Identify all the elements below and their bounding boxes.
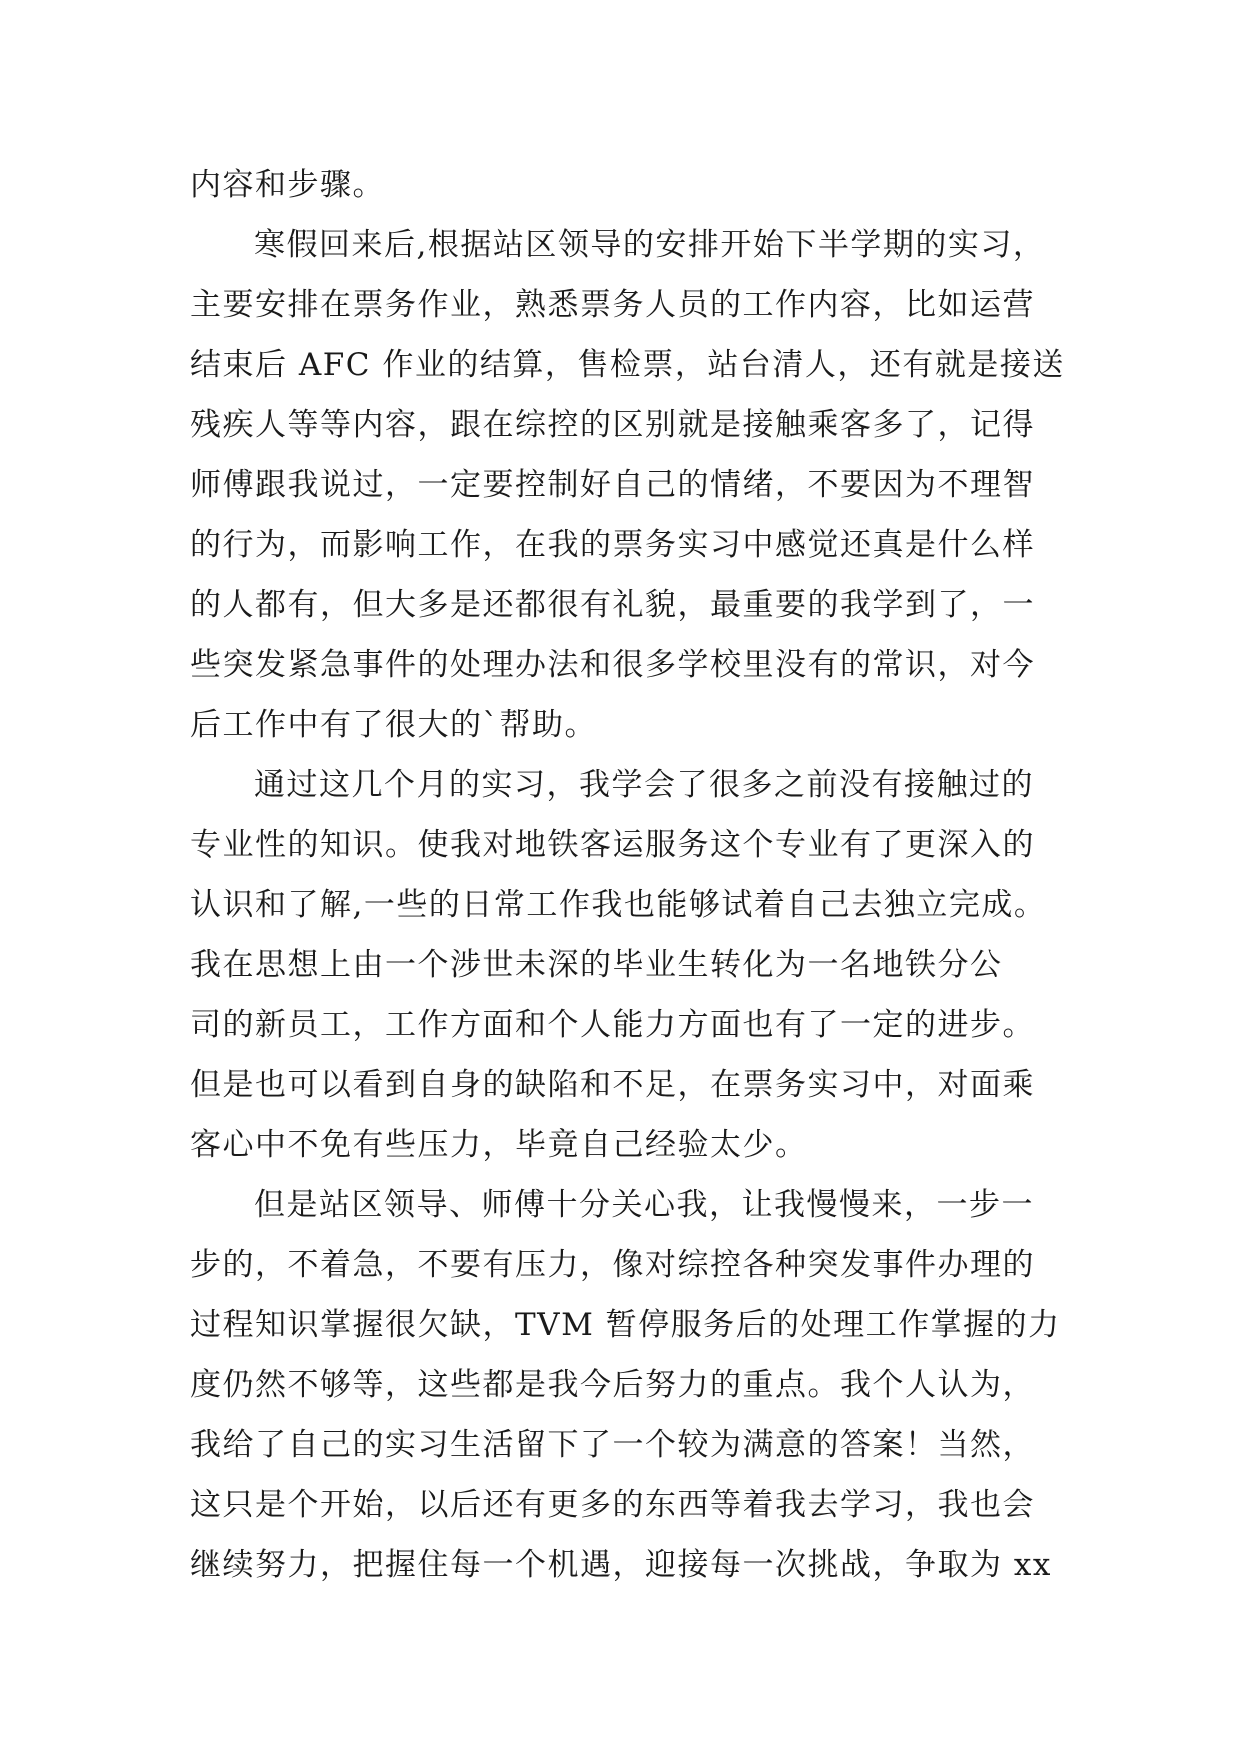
document-body bbox=[190, 155, 1090, 1595]
text-line: 认识和了解,一些的日常工作我也能够试着自己去独立完成。 bbox=[190, 887, 1047, 923]
text-line: 些突发紧急事件的处理办法和很多学校里没有的常识，对今 bbox=[190, 647, 1035, 683]
paragraph-first-line: 但是站区领导、师傅十分关心我，让我慢慢来，一步一 bbox=[254, 1187, 1034, 1223]
text-line: 的行为，而影响工作，在我的票务实习中感觉还真是什么样 bbox=[190, 527, 1035, 563]
text-line: 我给了自己的实习生活留下了一个较为满意的答案！当然， bbox=[190, 1427, 1035, 1463]
text-line: 继续努力，把握住每一个机遇，迎接每一次挑战，争取为 xx bbox=[190, 1547, 1052, 1583]
text-line: 度仍然不够等，这些都是我今后努力的重点。我个人认为， bbox=[190, 1367, 1035, 1403]
paragraph-first-line: 通过这几个月的实习，我学会了很多之前没有接触过的 bbox=[254, 767, 1034, 803]
text-line: 的人都有，但大多是还都很有礼貌，最重要的我学到了，一 bbox=[190, 587, 1035, 623]
text-line: 后工作中有了很大的`帮助。 bbox=[190, 707, 597, 743]
text-line: 主要安排在票务作业，熟悉票务人员的工作内容，比如运营 bbox=[190, 287, 1035, 323]
text-line: 我在思想上由一个涉世未深的毕业生转化为一名地铁分公 bbox=[190, 947, 1003, 983]
text-line: 司的新员工，工作方面和个人能力方面也有了一定的进步。 bbox=[190, 1007, 1035, 1043]
text-line: 这只是个开始，以后还有更多的东西等着我去学习，我也会 bbox=[190, 1487, 1035, 1523]
text-line: 但是也可以看到自身的缺陷和不足，在票务实习中，对面乘 bbox=[190, 1067, 1035, 1103]
text-line: 内容和步骤。 bbox=[190, 167, 385, 203]
text-line: 过程知识掌握很欠缺，TVM 暂停服务后的处理工作掌握的力 bbox=[190, 1307, 1061, 1343]
text-line: 专业性的知识。使我对地铁客运服务这个专业有了更深入的 bbox=[190, 827, 1035, 863]
text-line: 步的，不着急，不要有压力，像对综控各种突发事件办理的 bbox=[190, 1247, 1035, 1283]
text-line: 结束后 AFC 作业的结算，售检票，站台清人，还有就是接送 bbox=[190, 347, 1065, 383]
text-line: 客心中不免有些压力，毕竟自己经验太少。 bbox=[190, 1127, 808, 1163]
text-line: 残疾人等等内容，跟在综控的区别就是接触乘客多了，记得 bbox=[190, 407, 1035, 443]
paragraph-first-line: 寒假回来后,根据站区领导的安排开始下半学期的实习， bbox=[254, 227, 1046, 263]
text-line: 师傅跟我说过，一定要控制好自己的情绪，不要因为不理智 bbox=[190, 467, 1035, 503]
